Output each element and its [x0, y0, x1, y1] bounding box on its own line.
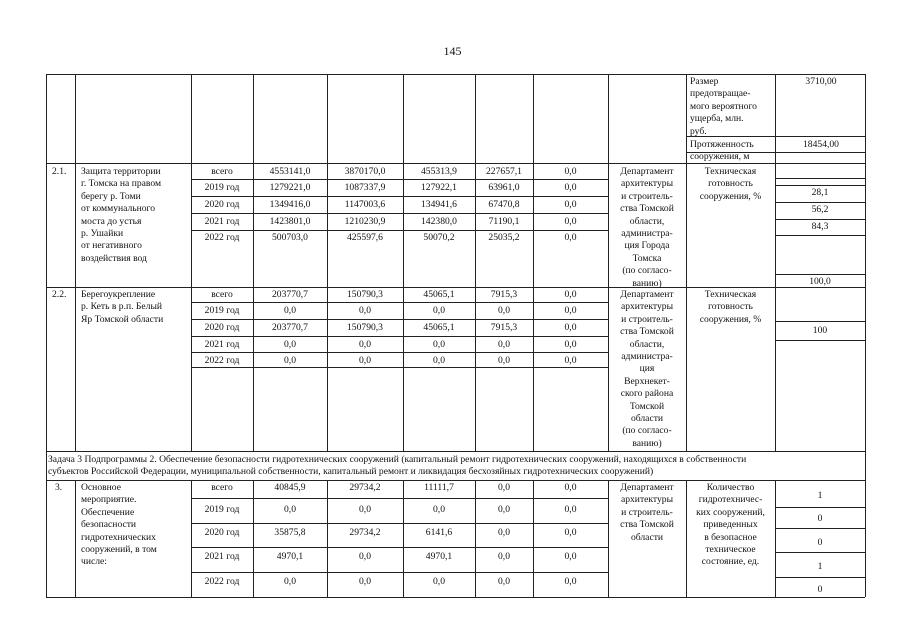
budget-value: 67470,8	[488, 199, 520, 210]
task-heading: субъектов Российской Федерации, муниципальной собственности, капитальный ремонт и ликвидация бесхозяйных гидротехнических сооружений)	[48, 466, 654, 477]
budget-value: 150790,3	[347, 322, 383, 333]
indicator-name: Техническая	[704, 166, 757, 177]
year-label: 2021 год	[204, 216, 240, 227]
row-number: 2.1.	[52, 166, 67, 177]
budget-value: 40845,9	[274, 482, 306, 493]
year-label: всего	[211, 166, 233, 177]
executor-name: архитектуры	[620, 301, 674, 313]
executor-name: ства Томской	[620, 203, 674, 215]
measure-name: мероприятие.	[81, 494, 137, 506]
year-row-border	[191, 352, 608, 353]
indicator-name: Протяженность	[690, 139, 754, 150]
budget-value: 0,0	[498, 551, 510, 562]
measure-name: числе:	[81, 556, 107, 568]
budget-value: 0,0	[284, 576, 296, 587]
executor-name: Томска	[632, 252, 662, 264]
budget-value: 0,0	[498, 504, 510, 515]
measure-name: р. Кеть в р.п. Белый	[81, 301, 163, 313]
column-border	[533, 74, 534, 451]
indicator-row-border	[775, 340, 865, 341]
year-label: 2019 год	[204, 182, 240, 193]
measure-name: р. Ушайки	[81, 228, 124, 239]
year-row-border	[191, 523, 608, 524]
indicator-name: Техническая	[704, 289, 757, 300]
row-number: 2.2.	[52, 289, 67, 300]
row-border	[46, 480, 865, 481]
indicator-value: 0	[817, 537, 823, 548]
table-right-border	[865, 74, 866, 597]
task-heading: Задача 3 Подпрограммы 2. Обеспечение безопасности гидротехнических сооружений (капитальный ремонт гидротехнических сооружений, находящихся в собственности	[48, 454, 747, 465]
budget-value: 29734,2	[349, 527, 381, 538]
executor-name: Департамент	[620, 289, 674, 300]
executor-name: ского района	[620, 388, 674, 400]
column-border	[75, 480, 76, 597]
column-border	[686, 74, 687, 451]
measure-name: моста до устья	[81, 215, 142, 227]
budget-value: 35875,8	[274, 527, 306, 538]
indicator-row-border	[775, 507, 865, 508]
indicator-value: 0	[817, 584, 823, 595]
measure-name: Яр Томской области	[81, 313, 164, 325]
year-label: 2019 год	[204, 305, 240, 316]
indicator-row-border	[775, 185, 865, 186]
program-table	[46, 74, 865, 597]
indicator-name: готовность	[708, 178, 753, 190]
year-label: 2020 год	[204, 199, 240, 210]
table-bottom-border	[46, 597, 865, 598]
year-row-border	[191, 572, 608, 573]
indicator-row-border	[775, 577, 865, 578]
indicator-value: 1	[817, 561, 823, 572]
year-label: 2021 год	[204, 551, 240, 562]
year-row-border	[191, 498, 608, 499]
budget-value: 0,0	[498, 482, 510, 493]
year-row-border	[191, 302, 608, 303]
budget-value: 0,0	[564, 166, 577, 177]
budget-value: 134941,6	[421, 199, 457, 210]
measure-name: г. Томска на правом	[81, 178, 162, 190]
budget-value: 0,0	[359, 576, 371, 587]
column-border	[327, 74, 328, 451]
budget-value: 63961,0	[488, 182, 520, 193]
budget-value: 0,0	[564, 504, 577, 515]
executor-name: ция	[639, 363, 655, 375]
executor-name: Департамент	[620, 166, 674, 177]
budget-value: 1147003,6	[344, 199, 386, 210]
column-border	[75, 74, 76, 451]
executor-name: ция Города	[624, 240, 670, 252]
executor-name: и строитель-	[621, 313, 673, 325]
budget-value: 0,0	[284, 305, 296, 316]
indicator-row-border	[775, 274, 865, 275]
budget-value: 0,0	[433, 504, 445, 515]
budget-value: 0,0	[564, 289, 577, 300]
indicator-value: 1	[817, 490, 823, 501]
indicator-value: 100	[812, 325, 828, 336]
year-label: 2019 год	[204, 504, 240, 515]
indicator-row-border	[775, 202, 865, 203]
indicator-name: руб.	[690, 125, 707, 137]
measure-name: сооружений, в том	[81, 544, 157, 555]
row-border	[686, 136, 865, 137]
year-row-border	[191, 319, 608, 320]
budget-value: 1349416,0	[269, 199, 311, 210]
budget-value: 3870170,0	[344, 166, 386, 177]
budget-value: 0,0	[564, 216, 577, 227]
executor-name: Томской	[629, 400, 665, 412]
indicator-value: 56,2	[811, 204, 829, 215]
executor-name: области	[630, 413, 664, 424]
indicator-name: готовность	[708, 301, 753, 313]
measure-name: от негативного	[81, 240, 142, 252]
budget-value: 0,0	[433, 339, 445, 350]
budget-value: 7915,3	[490, 289, 518, 300]
executor-name: ванию)	[632, 277, 662, 289]
budget-value: 0,0	[564, 199, 577, 210]
budget-value: 0,0	[564, 355, 577, 366]
budget-value: 150790,3	[347, 289, 383, 300]
column-border	[253, 74, 254, 451]
indicator-value: 28,1	[811, 187, 829, 198]
executor-name: администра-	[621, 228, 673, 239]
year-row-border	[191, 336, 608, 337]
table-left-border	[46, 74, 47, 597]
budget-value: 0,0	[564, 576, 577, 587]
budget-value: 0,0	[359, 504, 371, 515]
budget-value: 71190,1	[488, 216, 520, 227]
executor-name: администра-	[621, 351, 673, 362]
year-label: 2022 год	[204, 355, 240, 366]
budget-value: 0,0	[564, 182, 577, 193]
executor-name: (по согласо-	[622, 265, 672, 277]
executor-name: области	[630, 531, 664, 543]
budget-value: 203770,7	[272, 289, 308, 300]
executor-name: и строитель-	[621, 506, 673, 518]
column-border	[608, 480, 609, 597]
budget-value: 0,0	[498, 527, 510, 538]
column-border	[686, 480, 687, 597]
indicator-row-border	[775, 552, 865, 553]
indicator-name: мого вероятного	[690, 100, 757, 112]
budget-value: 0,0	[359, 355, 371, 366]
budget-value: 142380,0	[421, 216, 457, 227]
indicator-row-border	[775, 178, 865, 179]
indicator-name: гидротехничес-	[698, 494, 763, 506]
year-row-border	[191, 213, 608, 214]
budget-value: 0,0	[564, 322, 577, 333]
budget-value: 6141,6	[425, 527, 453, 538]
column-border	[775, 480, 776, 597]
budget-value: 4970,1	[276, 551, 304, 562]
column-border	[608, 74, 609, 451]
year-label: 2020 год	[204, 322, 240, 333]
row-border	[46, 451, 865, 452]
budget-value: 127922,1	[421, 182, 457, 193]
budget-value: 0,0	[433, 355, 445, 366]
indicator-name: техническое	[705, 544, 756, 555]
measure-name: воздействия вод	[81, 252, 147, 264]
year-row-border	[191, 179, 608, 180]
column-border	[191, 74, 192, 451]
executor-name: области,	[629, 215, 665, 227]
executor-name: ства Томской	[620, 519, 674, 531]
budget-value: 0,0	[284, 504, 296, 515]
budget-value: 0,0	[498, 355, 510, 366]
year-label: 2022 год	[204, 232, 240, 243]
budget-value: 0,0	[359, 339, 371, 350]
budget-value: 425597,6	[347, 232, 383, 243]
page-number: 145	[443, 44, 462, 58]
year-label: всего	[211, 482, 233, 493]
indicator-name: ких сооружений,	[696, 506, 765, 518]
column-border	[475, 74, 476, 451]
year-row-border	[191, 230, 608, 231]
budget-value: 1087337,9	[344, 182, 386, 193]
budget-value: 0,0	[433, 305, 445, 316]
indicator-name: в безопасное	[704, 531, 757, 543]
indicator-row-border	[775, 528, 865, 529]
indicator-name: предотвращае-	[690, 88, 751, 100]
budget-value: 0,0	[498, 576, 510, 587]
budget-value: 11111,7	[424, 482, 454, 493]
measure-name: от коммунального	[81, 203, 156, 215]
indicator-name: Количество	[706, 482, 755, 493]
indicator-name: сооружения, %	[699, 190, 762, 202]
budget-value: 1279221,0	[269, 182, 311, 193]
budget-value: 4970,1	[425, 551, 453, 562]
row-number: 3.	[55, 482, 63, 493]
measure-name: Берегоукрепление	[81, 289, 156, 300]
budget-value: 29734,2	[349, 482, 381, 493]
budget-value: 0,0	[564, 305, 577, 316]
budget-value: 0,0	[359, 551, 371, 562]
measure-name: Основное	[81, 482, 121, 493]
indicator-name: ущерба, млн.	[690, 113, 744, 125]
budget-value: 0,0	[498, 305, 510, 316]
year-label: 2020 год	[204, 527, 240, 538]
indicator-name: состояние, ед.	[701, 556, 760, 568]
executor-name: архитектуры	[620, 494, 674, 506]
budget-value: 0,0	[433, 576, 445, 587]
budget-value: 0,0	[284, 339, 296, 350]
executor-name: области,	[629, 338, 665, 350]
table-top-border	[46, 74, 865, 75]
budget-value: 1210230,9	[344, 216, 386, 227]
budget-value: 0,0	[564, 527, 577, 538]
budget-value: 50070,2	[423, 232, 455, 243]
indicator-name: сооружения, м	[690, 151, 750, 163]
budget-value: 227657,1	[486, 166, 522, 177]
budget-value: 0,0	[284, 355, 296, 366]
year-label: 2021 год	[204, 339, 240, 350]
budget-value: 45065,1	[423, 289, 455, 300]
executor-name: ванию)	[632, 437, 662, 449]
year-label: всего	[211, 289, 233, 300]
budget-value: 0,0	[564, 232, 577, 243]
indicator-value: 100,0	[809, 276, 831, 287]
year-label: 2022 год	[204, 576, 240, 587]
budget-value: 455313,9	[421, 166, 457, 177]
executor-name: и строитель-	[621, 190, 673, 202]
executor-name: ства Томской	[620, 326, 674, 338]
budget-value: 7915,3	[490, 322, 518, 333]
indicator-row-border	[775, 235, 865, 236]
executor-name: (по согласо-	[622, 425, 672, 437]
indicator-value: 84,3	[811, 221, 829, 232]
budget-value: 203770,7	[272, 322, 308, 333]
year-row-border	[191, 196, 608, 197]
indicator-name: приведенных	[703, 519, 758, 531]
executor-name: Департамент	[620, 482, 674, 493]
budget-value: 0,0	[359, 305, 371, 316]
budget-value: 0,0	[498, 339, 510, 350]
indicator-name: Размер	[690, 76, 719, 87]
budget-value: 0,0	[564, 482, 577, 493]
budget-value: 500703,0	[272, 232, 308, 243]
indicator-value: 0	[817, 513, 823, 524]
column-border	[403, 74, 404, 451]
budget-value: 45065,1	[423, 322, 455, 333]
indicator-name: сооружения, %	[699, 313, 762, 325]
executor-name: Верхнекет-	[624, 375, 670, 387]
budget-value: 4553141,0	[269, 166, 311, 177]
measure-name: Обеспечение	[81, 506, 135, 518]
executor-name: архитектуры	[620, 178, 674, 190]
column-border	[775, 74, 776, 451]
measure-name: Защита территории	[81, 166, 161, 177]
year-row-border	[191, 547, 608, 548]
budget-value: 0,0	[564, 339, 577, 350]
indicator-row-border	[775, 321, 865, 322]
indicator-row-border	[775, 219, 865, 220]
budget-value: 25035,2	[488, 232, 520, 243]
measure-name: безопасности	[81, 519, 137, 531]
measure-name: гидротехнических	[81, 531, 156, 543]
budget-value: 1423801,0	[269, 216, 311, 227]
measure-name: берегу р. Томи	[81, 190, 141, 202]
indicator-value: 18454,00	[803, 139, 839, 150]
row-border	[46, 287, 865, 288]
budget-value: 0,0	[564, 551, 577, 562]
indicator-value: 3710,00	[805, 76, 837, 87]
